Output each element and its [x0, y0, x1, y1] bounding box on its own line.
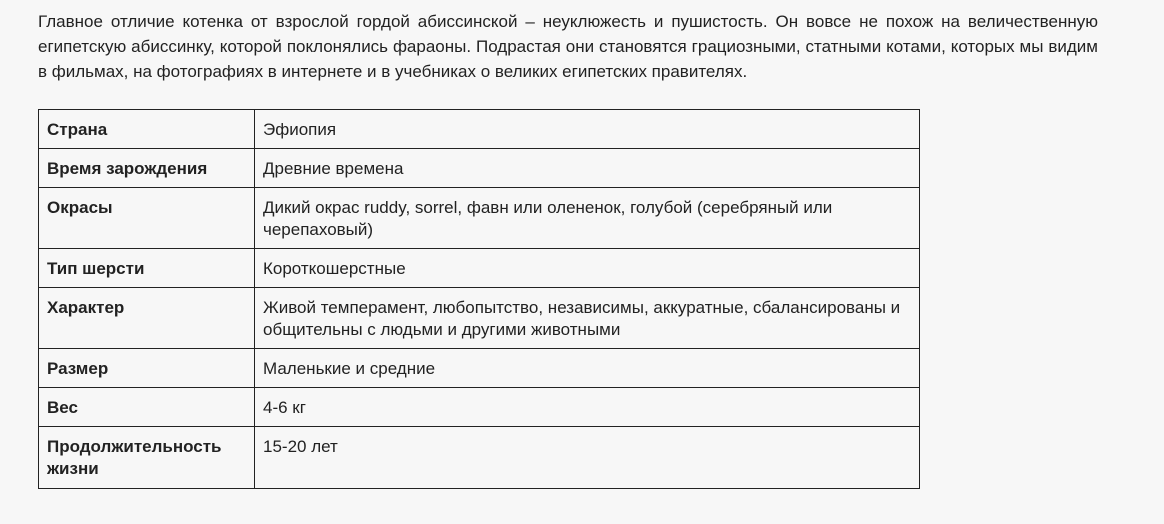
table-row: [39, 249, 920, 288]
row-value: Маленькие и средние: [255, 349, 920, 388]
row-label: Страна: [39, 110, 255, 149]
row-label: Окрасы: [39, 188, 255, 249]
table-row: [39, 427, 920, 489]
row-value: Короткошерстные: [255, 249, 920, 288]
table-row: [39, 110, 920, 149]
row-label: Продолжительность жизни: [39, 427, 255, 489]
row-value: 15-20 лет: [255, 427, 920, 489]
row-label: Время зарождения: [39, 149, 255, 188]
row-label: Тип шерсти: [39, 249, 255, 288]
table-row: [39, 149, 920, 188]
intro-paragraph: Главное отличие котенка от взрослой гордой абиссинской – неуклюжесть и пушистость. Он вовсе не похож на величественную египетскую абиссинку, которой поклонялись фараоны. Подрастая они становятся грациозными, статными котами, которых мы видим в фильмах, на фотографиях в интернете и в учебниках о великих египетских правителях.: [38, 12, 1098, 81]
table-row: [39, 349, 920, 388]
row-value: Древние времена: [255, 149, 920, 188]
row-label: Вес: [39, 388, 255, 427]
table-row: [39, 388, 920, 427]
row-value: 4-6 кг: [255, 388, 920, 427]
row-value: Эфиопия: [255, 110, 920, 149]
table-row: [39, 288, 920, 349]
breed-info-table: [38, 109, 920, 489]
row-label: Характер: [39, 288, 255, 349]
table-row: [39, 188, 920, 249]
row-value: Дикий окрас ruddy, sorrel, фавн или олененок, голубой (серебряный или черепаховый): [255, 188, 920, 249]
row-value: Живой темперамент, любопытство, независимы, аккуратные, сбалансированы и общительны с людьми и другими животными: [255, 288, 920, 349]
row-label: Размер: [39, 349, 255, 388]
